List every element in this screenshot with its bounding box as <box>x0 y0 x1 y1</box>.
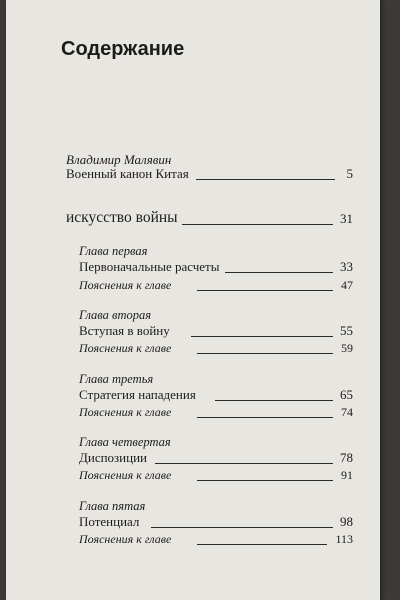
toc-entry-label: Пояснения к главе <box>79 405 172 419</box>
toc-entry-page: 5 <box>346 166 353 181</box>
toc-entry-label: искусство войны <box>66 209 178 226</box>
toc-entry-intro[interactable] <box>66 165 353 183</box>
toc-entry-notes[interactable] <box>79 403 353 421</box>
toc-entry-label: Пояснения к главе <box>79 278 172 292</box>
toc-entry-notes[interactable] <box>79 466 353 484</box>
leader-line <box>197 417 333 418</box>
toc-entry-page: 59 <box>341 341 353 355</box>
page-title: Содержание <box>61 38 185 60</box>
intro-author: Владимир Малявин <box>66 152 172 167</box>
chapter-heading: Глава первая <box>79 244 148 258</box>
toc-entry-notes[interactable] <box>79 339 353 357</box>
toc-entry-page: 55 <box>340 323 353 338</box>
toc-entry-page: 33 <box>340 259 353 274</box>
toc-entry-page: 91 <box>341 468 353 482</box>
toc-entry-label: Потенциал <box>79 514 140 529</box>
leader-line <box>191 336 333 337</box>
toc-entry-page: 74 <box>341 405 353 419</box>
toc-entry-chapter[interactable] <box>79 322 353 340</box>
toc-entry-label: Стратегия нападения <box>79 387 196 402</box>
toc-entry-label: Военный канон Китая <box>66 166 189 181</box>
leader-line <box>215 400 333 401</box>
leader-line <box>197 353 333 354</box>
toc-entry-label: Первоначальные расчеты <box>79 259 220 274</box>
toc-entry-label: Вступая в войну <box>79 323 170 338</box>
toc-entry-page: 98 <box>340 514 353 529</box>
toc-entry-chapter[interactable] <box>79 449 353 467</box>
chapter-heading: Глава третья <box>79 372 154 386</box>
toc-entry-chapter[interactable] <box>79 513 353 531</box>
toc-entry-label: Пояснения к главе <box>79 341 172 355</box>
leader-line <box>155 463 333 464</box>
leader-line <box>151 527 333 528</box>
toc-entry-notes[interactable] <box>79 530 353 548</box>
leader-line <box>182 224 333 225</box>
toc-entry-label: Пояснения к главе <box>79 532 172 546</box>
chapter-heading: Глава вторая <box>79 308 152 322</box>
toc-entry-chapter[interactable] <box>79 386 353 404</box>
toc-entry-page: 31 <box>340 211 353 226</box>
leader-line <box>196 179 335 180</box>
toc-entry-notes[interactable] <box>79 276 353 294</box>
leader-line <box>197 290 333 291</box>
chapter-heading: Глава пятая <box>79 499 146 513</box>
leader-line <box>225 272 333 273</box>
toc-entry-page: 113 <box>335 532 353 546</box>
leader-line <box>197 480 333 481</box>
toc-entry-label: Диспозиции <box>79 450 148 465</box>
book-page <box>6 0 380 600</box>
toc-entry-label: Пояснения к главе <box>79 468 172 482</box>
leader-line <box>197 544 327 545</box>
toc-entry-page: 78 <box>340 450 353 465</box>
toc-entry-chapter[interactable] <box>79 258 353 276</box>
toc-entry-page: 47 <box>341 278 353 292</box>
toc-entry-page: 65 <box>340 387 353 402</box>
chapter-heading: Глава четвертая <box>79 435 171 449</box>
toc-entry-main[interactable] <box>66 210 353 228</box>
